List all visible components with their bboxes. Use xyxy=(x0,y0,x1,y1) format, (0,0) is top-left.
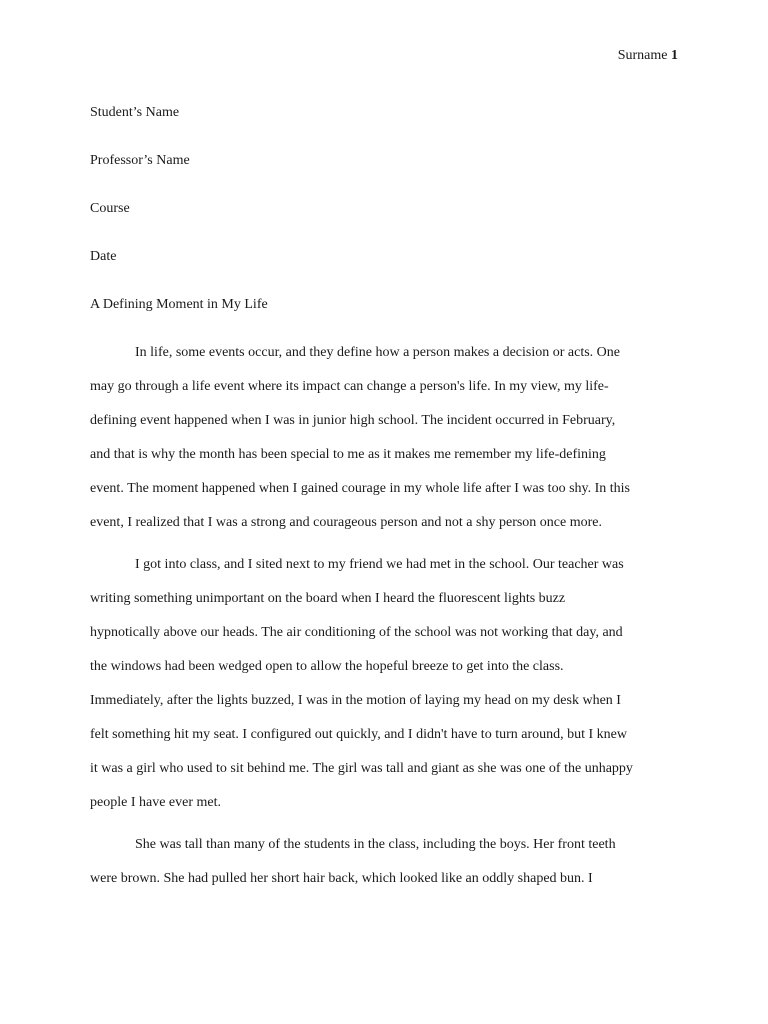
paragraph-line: the windows had been wedged open to allow the hopeful breeze to get into the class. xyxy=(90,659,564,674)
paragraph-line: hypnotically above our heads. The air conditioning of the school was not working that day, and xyxy=(90,625,623,640)
document-body xyxy=(90,96,670,904)
paragraph-line: I got into class, and I sited next to my friend we had met in the school. Our teacher was xyxy=(135,557,624,572)
paragraph-2 xyxy=(90,548,670,820)
student-name: Student’s Name xyxy=(90,105,180,120)
paragraph-line: were brown. She had pulled her short hair back, which looked like an oddly shaped bun. I xyxy=(90,871,593,886)
paragraph-line: writing something unimportant on the board when I heard the fluorescent lights buzz xyxy=(90,591,566,606)
paragraph-line: Immediately, after the lights buzzed, I was in the motion of laying my head on my desk when I xyxy=(90,693,621,708)
paragraph-3 xyxy=(90,828,670,896)
header-surname: Surname xyxy=(617,48,668,63)
paragraph-line: and that is why the month has been special to me as it makes me remember my life-defining xyxy=(90,447,606,462)
paragraph-1 xyxy=(90,336,670,540)
paragraph-line: people I have ever met. xyxy=(90,795,221,810)
paragraph-line: defining event happened when I was in junior high school. The incident occurred in February, xyxy=(90,413,616,428)
paragraph-line: In life, some events occur, and they define how a person makes a decision or acts. One xyxy=(135,345,620,360)
course-name: Course xyxy=(90,201,130,216)
paragraph-line: it was a girl who used to sit behind me. The girl was tall and giant as she was one of the unhappy xyxy=(90,761,633,776)
page-header xyxy=(618,48,678,64)
date-line: Date xyxy=(90,249,117,264)
essay-title: A Defining Moment in My Life xyxy=(90,297,268,312)
professor-name: Professor’s Name xyxy=(90,153,190,168)
paragraph-line: felt something hit my seat. I configured out quickly, and I didn't have to turn around, but I knew xyxy=(90,727,627,742)
paragraph-line: event, I realized that I was a strong and courageous person and not a shy person once more. xyxy=(90,515,602,530)
paragraph-line: event. The moment happened when I gained courage in my whole life after I was too shy. In this xyxy=(90,481,631,496)
paragraph-line: may go through a life event where its impact can change a person's life. In my view, my life- xyxy=(90,379,609,394)
paragraph-line: She was tall than many of the students in the class, including the boys. Her front teeth xyxy=(135,837,616,852)
page-number: 1 xyxy=(671,48,678,63)
